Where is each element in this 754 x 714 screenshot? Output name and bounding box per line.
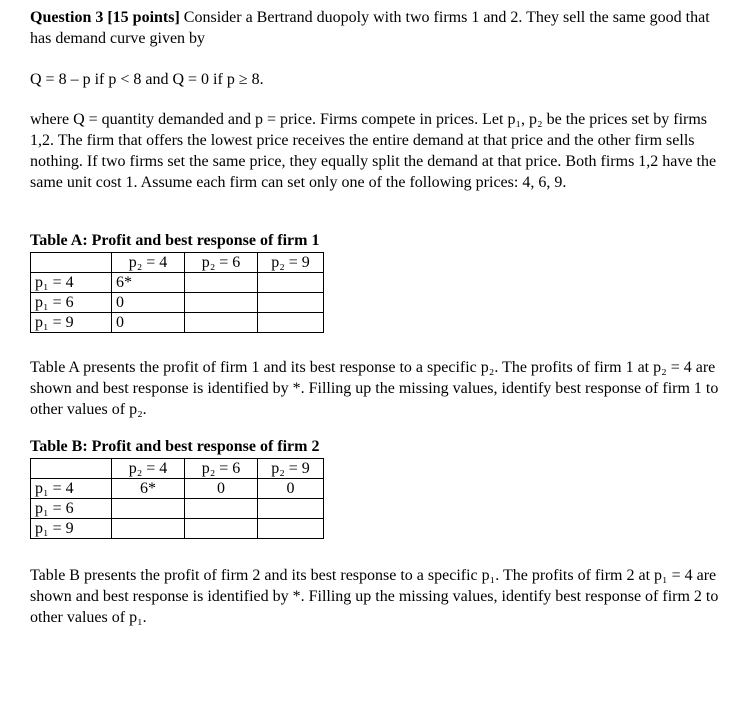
table-a-cell bbox=[185, 313, 258, 333]
table-row bbox=[31, 499, 324, 519]
table-b-cell bbox=[258, 519, 324, 539]
table-row bbox=[31, 273, 324, 293]
table-b-cell bbox=[258, 499, 324, 519]
table-b-row-label: p₁ = 9 bbox=[31, 519, 112, 539]
table-a-header-cell: p₂ = 6 bbox=[185, 253, 258, 273]
table-a-cell bbox=[185, 273, 258, 293]
table-b-cell bbox=[185, 499, 258, 519]
table-a-row-label: p₁ = 6 bbox=[31, 293, 112, 313]
table-b-header-cell: p₂ = 4 bbox=[112, 459, 185, 479]
table-b-header-cell bbox=[31, 459, 112, 479]
table-a-cell bbox=[185, 293, 258, 313]
table-a-explanation: Table A presents the profit of firm 1 and its best response to a specific p₂. The profits of firm 1 at p₂ = 4 are shown and best response is identified by *. Filling up the missing values, identify best response of firm 1 to other values of p₂. bbox=[30, 359, 719, 418]
table-a-cell: 0 bbox=[112, 293, 185, 313]
demand-equation: Q = 8 – p if p < 8 and Q = 0 if p ≥ 8. bbox=[30, 71, 264, 88]
table-a-cell: 6* bbox=[112, 273, 185, 293]
question-title: Question 3 [15 points] bbox=[30, 9, 180, 26]
problem-description: where Q = quantity demanded and p = price. Firms compete in prices. Let p₁, p₂ be the prices set by firms 1,2. The firm that offers the lowest price receives the entire demand at that price and the other firm sells nothing. If two firms set the same price, they equally split the demand at that price. Both firms 1,2 have the same unit cost 1. Assume each firm can set only one of the following prices: 4, 6, 9. bbox=[30, 111, 717, 191]
table-b-cell: 0 bbox=[258, 479, 324, 499]
table-b-caption: Table B: Profit and best response of firm 2 bbox=[30, 438, 320, 455]
table-b bbox=[30, 458, 324, 539]
table-b-header-cell: p₂ = 9 bbox=[258, 459, 324, 479]
table-a-header-cell: p₂ = 9 bbox=[258, 253, 324, 273]
question-intro: Consider a Bertrand duopoly with two firms 1 and 2. They sell the same good that has demand curve given by bbox=[30, 9, 710, 47]
question-heading bbox=[30, 7, 730, 49]
table-b-cell: 0 bbox=[185, 479, 258, 499]
table-a-cell bbox=[258, 273, 324, 293]
table-a-caption: Table A: Profit and best response of firm 1 bbox=[30, 232, 320, 249]
table-a-header-row bbox=[31, 253, 324, 273]
table-b-header-cell: p₂ = 6 bbox=[185, 459, 258, 479]
table-b-cell bbox=[112, 499, 185, 519]
table-b-explanation: Table B presents the profit of firm 2 and its best response to a specific p₁. The profits of firm 2 at p₁ = 4 are shown and best response is identified by *. Filling up the missing values, identify best response of firm 2 to other values of p₁. bbox=[30, 567, 719, 626]
table-b-cell bbox=[185, 519, 258, 539]
table-a-cell bbox=[258, 293, 324, 313]
table-a-cell bbox=[258, 313, 324, 333]
table-b-row-label: p₁ = 6 bbox=[31, 499, 112, 519]
table-row bbox=[31, 293, 324, 313]
table-a-cell: 0 bbox=[112, 313, 185, 333]
table-a-row-label: p₁ = 9 bbox=[31, 313, 112, 333]
table-a bbox=[30, 252, 324, 333]
table-b-row-label: p₁ = 4 bbox=[31, 479, 112, 499]
table-a-header-cell: p₂ = 4 bbox=[112, 253, 185, 273]
table-a-row-label: p₁ = 4 bbox=[31, 273, 112, 293]
table-row bbox=[31, 519, 324, 539]
table-b-cell bbox=[112, 519, 185, 539]
table-row bbox=[31, 313, 324, 333]
table-b-cell: 6* bbox=[112, 479, 185, 499]
table-a-header-cell bbox=[31, 253, 112, 273]
table-b-header-row bbox=[31, 459, 324, 479]
table-row bbox=[31, 479, 324, 499]
